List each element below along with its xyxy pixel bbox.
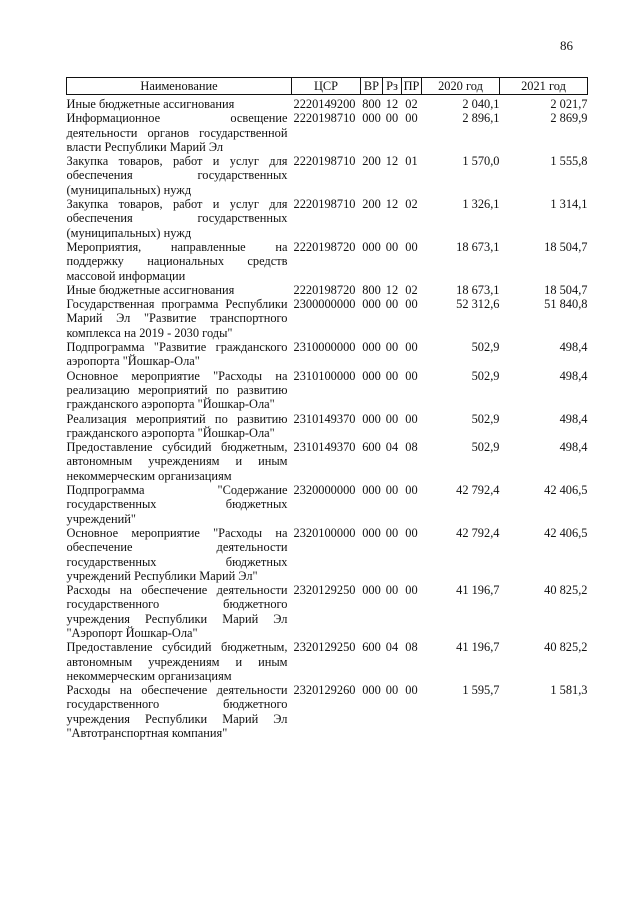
cell-2020: 2 896,1: [462, 111, 500, 126]
cell-pr: 00: [405, 111, 418, 126]
header-rz: Рз: [383, 78, 402, 95]
cell-rz: 12: [385, 97, 399, 111]
cell-pr: 00: [405, 297, 418, 312]
cell-pr: 01: [405, 154, 418, 169]
cell-vr: 600: [362, 640, 381, 655]
cell-name: Подпрограмма "Развитие гражданского аэропорта "Йошкар-Ола": [66, 340, 288, 369]
cell-vr: 600: [362, 440, 381, 455]
table-row: [67, 340, 588, 369]
header-2021: 2021 год: [500, 78, 588, 95]
cell-name: Мероприятия, направленные на поддержку национальных средств массовой информации: [66, 239, 288, 283]
cell-2020: 1 326,1: [462, 197, 500, 212]
cell-2020: 1 595,7: [462, 683, 500, 698]
cell-csr: 2320100000: [293, 525, 356, 540]
page-number: 86: [560, 38, 573, 53]
cell-csr: 2310100000: [293, 368, 356, 383]
table-row: [67, 369, 588, 412]
cell-vr: 000: [362, 297, 381, 312]
cell-2020: 1 570,0: [462, 154, 500, 169]
cell-csr: 2310000000: [293, 340, 356, 355]
table-row: [67, 640, 588, 683]
cell-name: Предоставление субсидий бюджетным, автономным учреждениям и иным некоммерческим организациям: [66, 440, 288, 483]
cell-name: Информационное освещение деятельности органов государственной власти Республики Марий Эл: [66, 111, 288, 154]
cell-2021: 498,4: [559, 411, 588, 426]
cell-rz: 00: [385, 239, 399, 254]
cell-pr: 02: [405, 197, 418, 212]
cell-csr: 2220198720: [293, 282, 356, 297]
cell-2021: 18 504,7: [544, 239, 588, 254]
cell-2021: 42 406,5: [544, 525, 588, 540]
header-2020: 2020 год: [422, 78, 500, 95]
cell-rz: 00: [385, 683, 399, 698]
cell-2020: 41 196,7: [456, 583, 500, 598]
cell-2021: 2 869,9: [550, 111, 588, 126]
cell-csr: 2320129250: [293, 583, 356, 598]
table-row: [67, 197, 588, 240]
cell-vr: 000: [362, 411, 381, 426]
cell-name: Реализация мероприятий по развитию гражданского аэропорта "Йошкар-Ола": [66, 411, 288, 440]
cell-2021: 18 504,7: [544, 282, 588, 297]
cell-name: Иные бюджетные ассигнования: [66, 282, 235, 297]
cell-pr: 00: [405, 525, 418, 540]
cell-2021: 1 581,3: [550, 683, 588, 698]
cell-2020: 502,9: [471, 368, 500, 383]
cell-2020: 41 196,7: [456, 640, 500, 655]
cell-csr: 2300000000: [293, 297, 356, 312]
table-row: [67, 483, 588, 526]
cell-vr: 000: [362, 683, 381, 698]
cell-2021: 2 021,7: [550, 97, 588, 111]
table-row: [67, 154, 588, 197]
cell-2020: 502,9: [471, 340, 500, 355]
cell-vr: 800: [362, 97, 381, 111]
table-row: [67, 297, 588, 340]
header-name: Наименование: [67, 78, 292, 95]
cell-2020: 502,9: [471, 411, 500, 426]
cell-2021: 498,4: [559, 340, 588, 355]
cell-csr: 2220198710: [293, 197, 356, 212]
cell-2020: 42 792,4: [456, 525, 500, 540]
cell-2020: 18 673,1: [456, 282, 500, 297]
table-row: [67, 111, 588, 154]
cell-pr: 08: [405, 440, 418, 455]
cell-name: Закупка товаров, работ и услуг для обеспечения государственных (муниципальных) нужд: [66, 154, 288, 197]
cell-pr: 00: [405, 683, 418, 698]
table-row: [67, 683, 588, 740]
cell-2021: 1 555,8: [550, 154, 588, 169]
cell-csr: 2320000000: [293, 483, 356, 498]
table-row: [67, 440, 588, 483]
cell-name: Закупка товаров, работ и услуг для обеспечения государственных (муниципальных) нужд: [66, 197, 288, 240]
cell-name: Основное мероприятие "Расходы на реализацию мероприятий по развитию гражданского аэропорта "Йошкар-Ола": [66, 368, 288, 412]
table-row: [67, 240, 588, 283]
header-vr: ВР: [361, 78, 383, 95]
cell-rz: 00: [385, 297, 399, 312]
cell-2021: 42 406,5: [544, 483, 588, 498]
cell-csr: 2320129260: [293, 683, 356, 698]
cell-name: Основное мероприятие "Расходы на обеспечение деятельности государственных бюджетных учреждений Республики Марий Эл": [66, 525, 288, 583]
cell-2020: 18 673,1: [456, 239, 500, 254]
cell-vr: 000: [362, 583, 381, 598]
cell-rz: 00: [385, 525, 399, 540]
cell-vr: 200: [362, 197, 381, 212]
cell-pr: 00: [405, 411, 418, 426]
cell-vr: 000: [362, 111, 381, 126]
cell-pr: 00: [405, 368, 418, 383]
cell-2021: 40 825,2: [544, 583, 588, 598]
table-row: [67, 526, 588, 583]
cell-pr: 02: [405, 282, 418, 297]
cell-rz: 12: [385, 282, 399, 297]
table-body: [67, 95, 588, 741]
cell-pr: 08: [405, 640, 418, 655]
budget-table: [66, 77, 588, 740]
cell-2021: 498,4: [559, 368, 588, 383]
cell-vr: 000: [362, 239, 381, 254]
header-pr: ПР: [402, 78, 422, 95]
cell-2020: 52 312,6: [456, 297, 500, 312]
cell-vr: 200: [362, 154, 381, 169]
cell-rz: 00: [385, 111, 399, 126]
cell-pr: 00: [405, 583, 418, 598]
cell-name: Расходы на обеспечение деятельности государственного бюджетного учреждения Республики Марий Эл "Автотранспортная компания": [66, 683, 288, 741]
cell-rz: 04: [385, 440, 399, 455]
cell-name: Государственная программа Республики Марий Эл "Развитие транспортного комплекса на 2019 - 2030 годы": [66, 297, 288, 340]
cell-name: Расходы на обеспечение деятельности государственного бюджетного учреждения Республики Марий Эл "Аэропорт Йошкар-Ола": [66, 583, 288, 640]
cell-2020: 2 040,1: [462, 97, 500, 111]
cell-2021: 40 825,2: [544, 640, 588, 655]
cell-csr: 2220198720: [293, 239, 356, 254]
cell-rz: 00: [385, 340, 399, 355]
cell-rz: 04: [385, 640, 399, 655]
cell-csr: 2220149200: [293, 97, 356, 111]
cell-rz: 00: [385, 411, 399, 426]
cell-name: Иные бюджетные ассигнования: [66, 97, 235, 111]
cell-vr: 000: [362, 340, 381, 355]
cell-csr: 2220198710: [293, 111, 356, 126]
cell-2020: 42 792,4: [456, 483, 500, 498]
cell-rz: 00: [385, 368, 399, 383]
cell-vr: 000: [362, 525, 381, 540]
cell-2021: 51 840,8: [544, 297, 588, 312]
table-row: [67, 412, 588, 441]
cell-pr: 02: [405, 97, 418, 111]
cell-rz: 00: [385, 483, 399, 498]
cell-name: Предоставление субсидий бюджетным, автономным учреждениям и иным некоммерческим организациям: [66, 640, 288, 683]
cell-csr: 2220198710: [293, 154, 356, 169]
cell-rz: 12: [385, 197, 399, 212]
cell-rz: 00: [385, 583, 399, 598]
cell-csr: 2320129250: [293, 640, 356, 655]
cell-rz: 12: [385, 154, 399, 169]
cell-pr: 00: [405, 239, 418, 254]
cell-2021: 498,4: [559, 440, 588, 455]
cell-csr: 2310149370: [293, 440, 356, 455]
cell-vr: 000: [362, 483, 381, 498]
cell-2020: 502,9: [471, 440, 500, 455]
table-row: [67, 583, 588, 640]
table-row: [67, 283, 588, 297]
table-header-row: [67, 78, 588, 95]
cell-vr: 000: [362, 368, 381, 383]
cell-pr: 00: [405, 340, 418, 355]
cell-name: Подпрограмма "Содержание государственных бюджетных учреждений": [66, 483, 288, 526]
header-csr: ЦСР: [292, 78, 361, 95]
cell-vr: 800: [362, 282, 381, 297]
cell-csr: 2310149370: [293, 411, 356, 426]
cell-pr: 00: [405, 483, 418, 498]
table-row: [67, 95, 588, 112]
cell-2021: 1 314,1: [550, 197, 588, 212]
